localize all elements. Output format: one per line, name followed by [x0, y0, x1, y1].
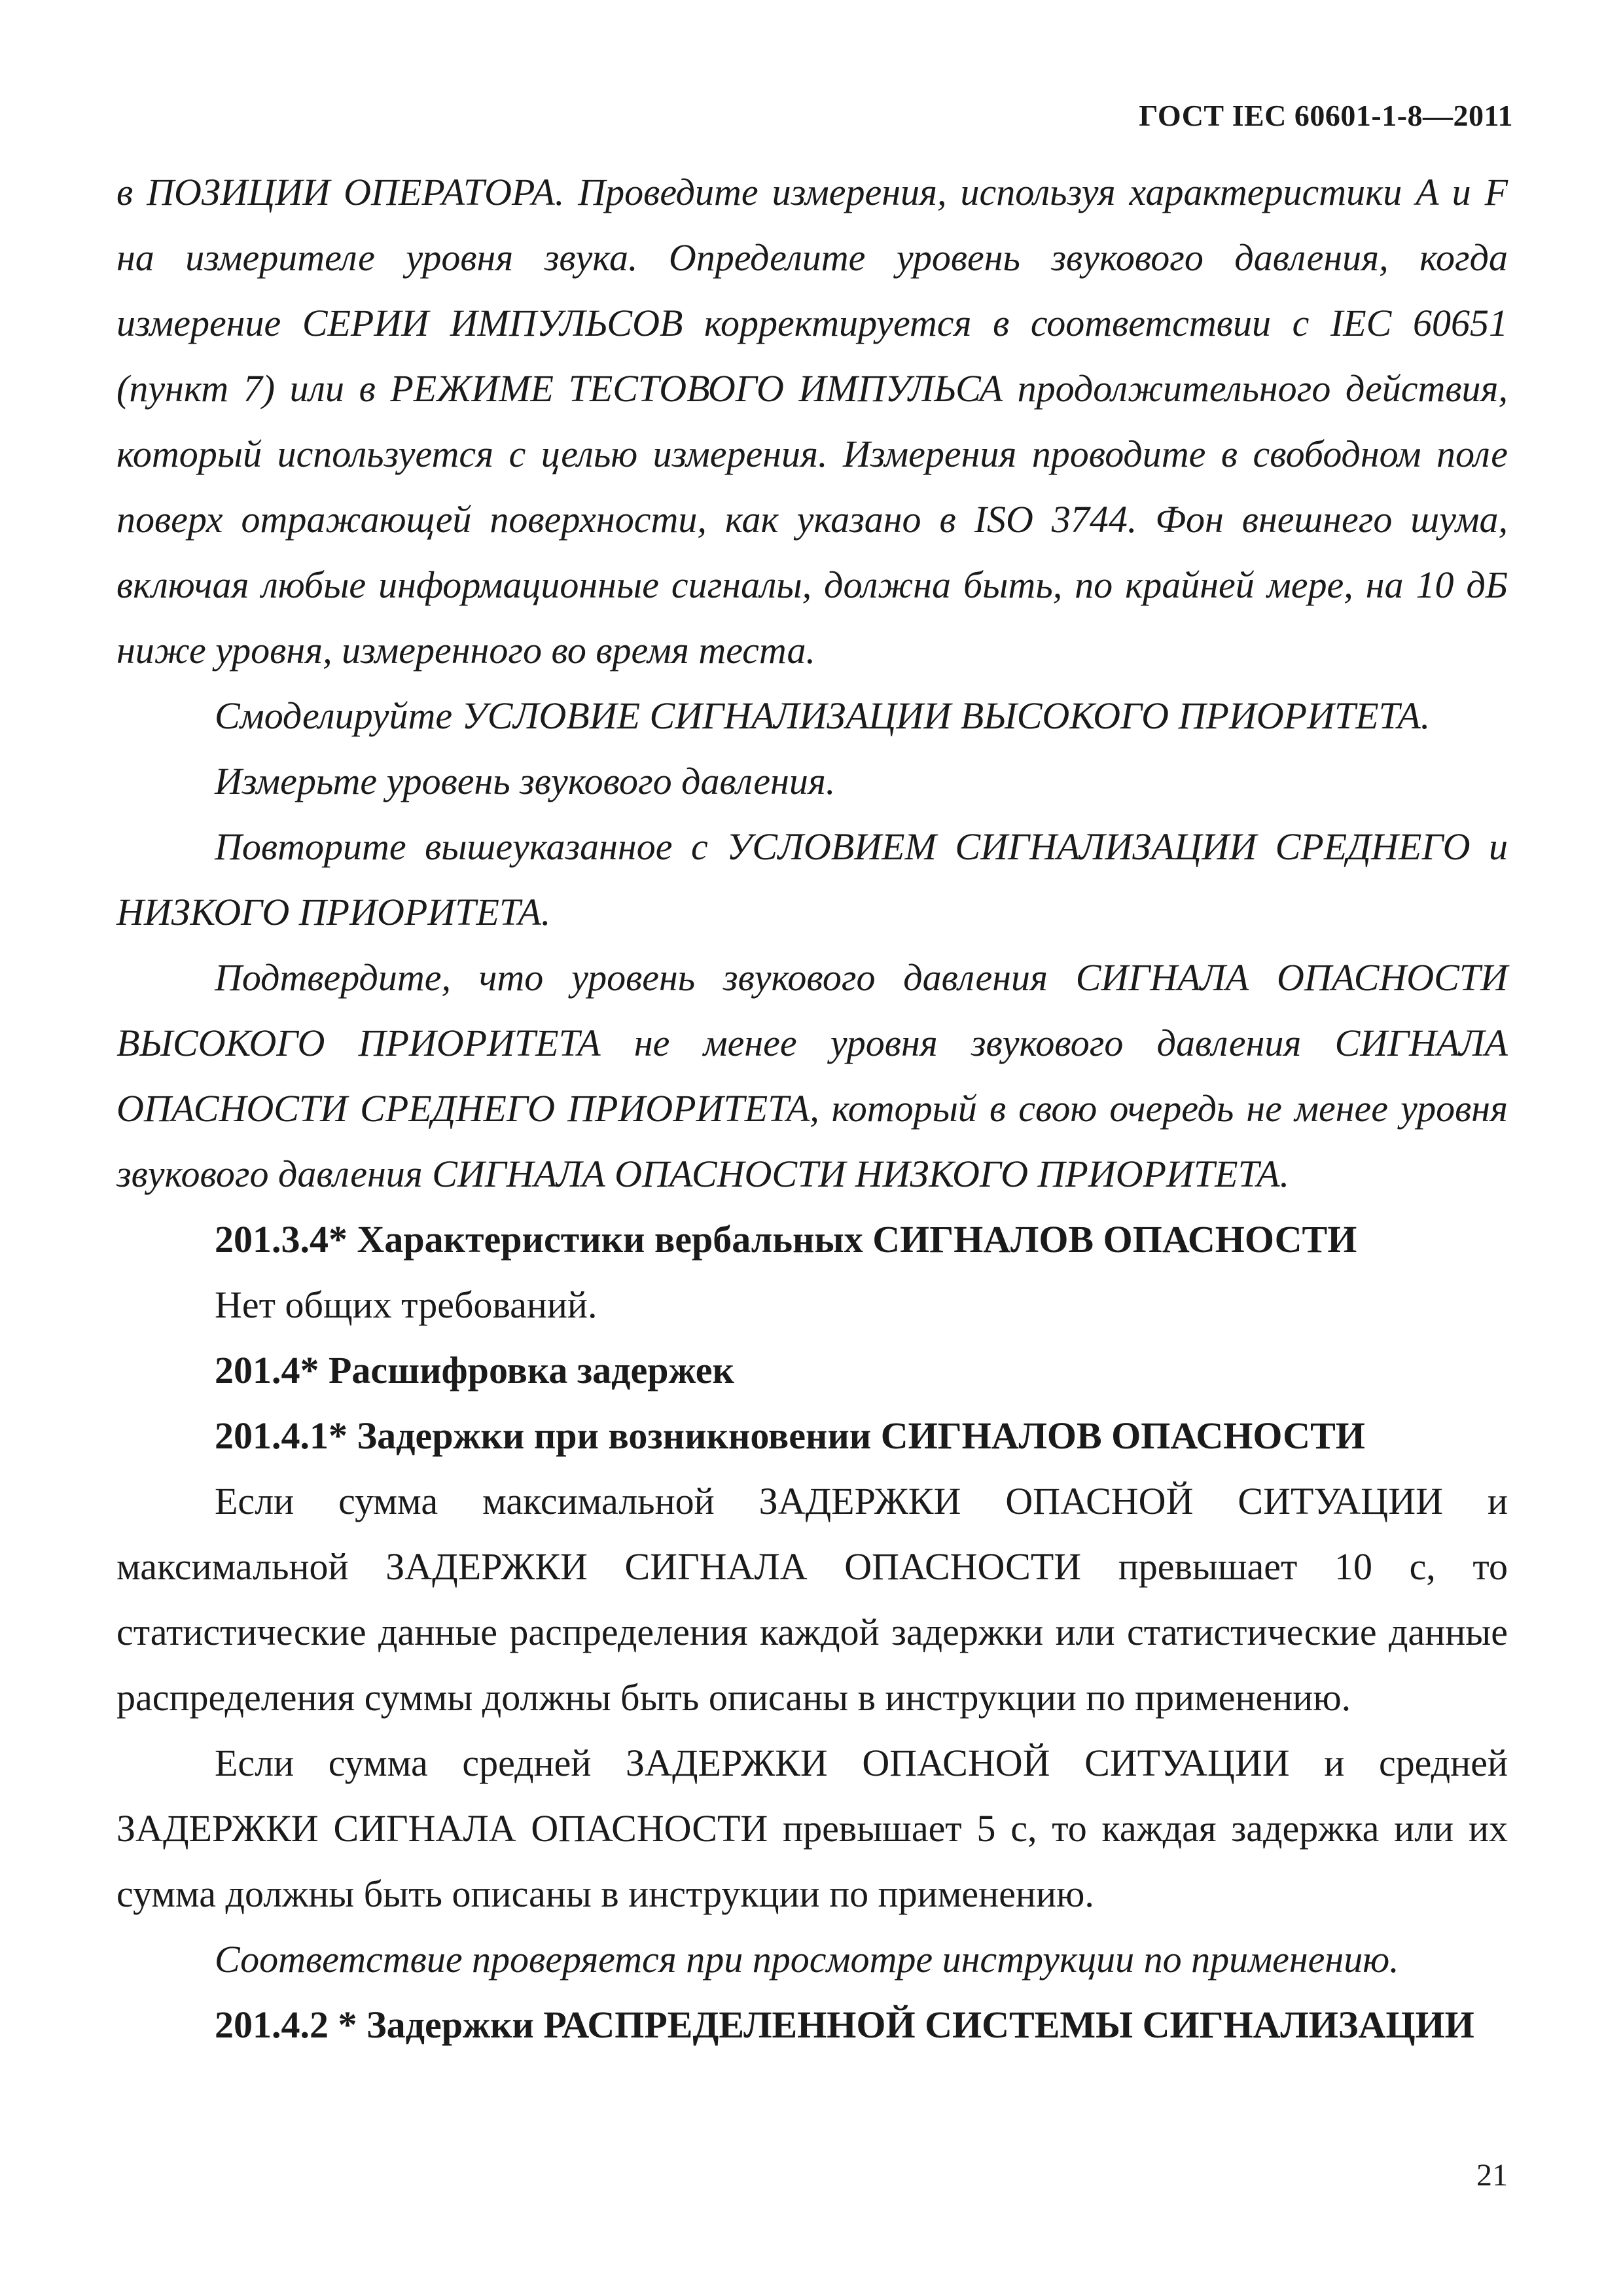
confirm-levels-paragraph: Подтвердите, что уровень звукового давления СИГНАЛА ОПАСНОСТИ ВЫСОКОГО ПРИОРИТЕТА не менее уровня звукового давления СИГНАЛА ОПАСНОСТИ СРЕДНЕГО ПРИОРИТЕТА, который в свою очередь не менее уровня звукового давления СИГНАЛА ОПАСНОСТИ НИЗКОГО ПРИОРИТЕТА.	[116, 956, 1508, 1195]
measure-level-paragraph: Измерьте уровень звукового давления.	[215, 760, 836, 802]
simulate-high-priority-paragraph: Смоделируйте УСЛОВИЕ СИГНАЛИЗАЦИИ ВЫСОКОГО ПРИОРИТЕТА.	[215, 694, 1431, 737]
repeat-medium-low-paragraph: Повторите вышеуказанное с УСЛОВИЕМ СИГНАЛИЗАЦИИ СРЕДНЕГО и НИЗКОГО ПРИОРИТЕТА.	[116, 825, 1508, 933]
document-body	[116, 160, 1508, 2058]
section-heading-201-4-1: 201.4.1* Задержки при возникновении СИГНАЛОВ ОПАСНОСТИ	[215, 1414, 1365, 1457]
max-delay-paragraph: Если сумма максимальной ЗАДЕРЖКИ ОПАСНОЙ СИТУАЦИИ и максимальной ЗАДЕРЖКИ СИГНАЛА ОПАСНОСТИ превышает 10 с, то статистические данные распределения каждой задержки или статистические данные распределения суммы должны быть описаны в инструкции по применению.	[116, 1480, 1508, 1719]
section-heading-201-3-4: 201.3.4* Характеристики вербальных СИГНАЛОВ ОПАСНОСТИ	[215, 1218, 1357, 1261]
section-heading-201-4: 201.4* Расшифровка задержек	[215, 1349, 734, 1391]
average-delay-paragraph: Если сумма средней ЗАДЕРЖКИ ОПАСНОЙ СИТУАЦИИ и средней ЗАДЕРЖКИ СИГНАЛА ОПАСНОСТИ превышает 5 с, то каждая задержка или их сумма должны быть описаны в инструкции по применению.	[116, 1742, 1508, 1915]
compliance-check-paragraph: Соответствие проверяется при просмотре инструкции по применению.	[215, 1938, 1399, 1981]
no-general-requirements-paragraph: Нет общих требований.	[215, 1283, 597, 1326]
document-header: ГОСТ IEC 60601-1-8—2011	[1139, 99, 1513, 132]
test-procedure-paragraph: в ПОЗИЦИИ ОПЕРАТОРА. Проведите измерения, используя характеристики A и F на измерителе уровня звука. Определите уровень звукового давления, когда измерение СЕРИИ ИМПУЛЬСОВ корректируется в соответствии с IEC 60651 (пункт 7) или в РЕЖИМЕ ТЕСТОВОГО ИМПУЛЬСА продолжительного действия, который используется с целью измерения. Измерения проводите в свободном поле поверх отражающей поверхности, как указано в ISO 3744. Фон внешнего шума, включая любые информационные сигналы, должна быть, по крайней мере, на 10 дБ ниже уровня, измеренного во время теста.	[116, 171, 1508, 672]
page-number: 21	[1476, 2158, 1508, 2193]
section-heading-201-4-2: 201.4.2 * Задержки РАСПРЕДЕЛЕННОЙ СИСТЕМЫ СИГНАЛИЗАЦИИ	[215, 2003, 1474, 2046]
